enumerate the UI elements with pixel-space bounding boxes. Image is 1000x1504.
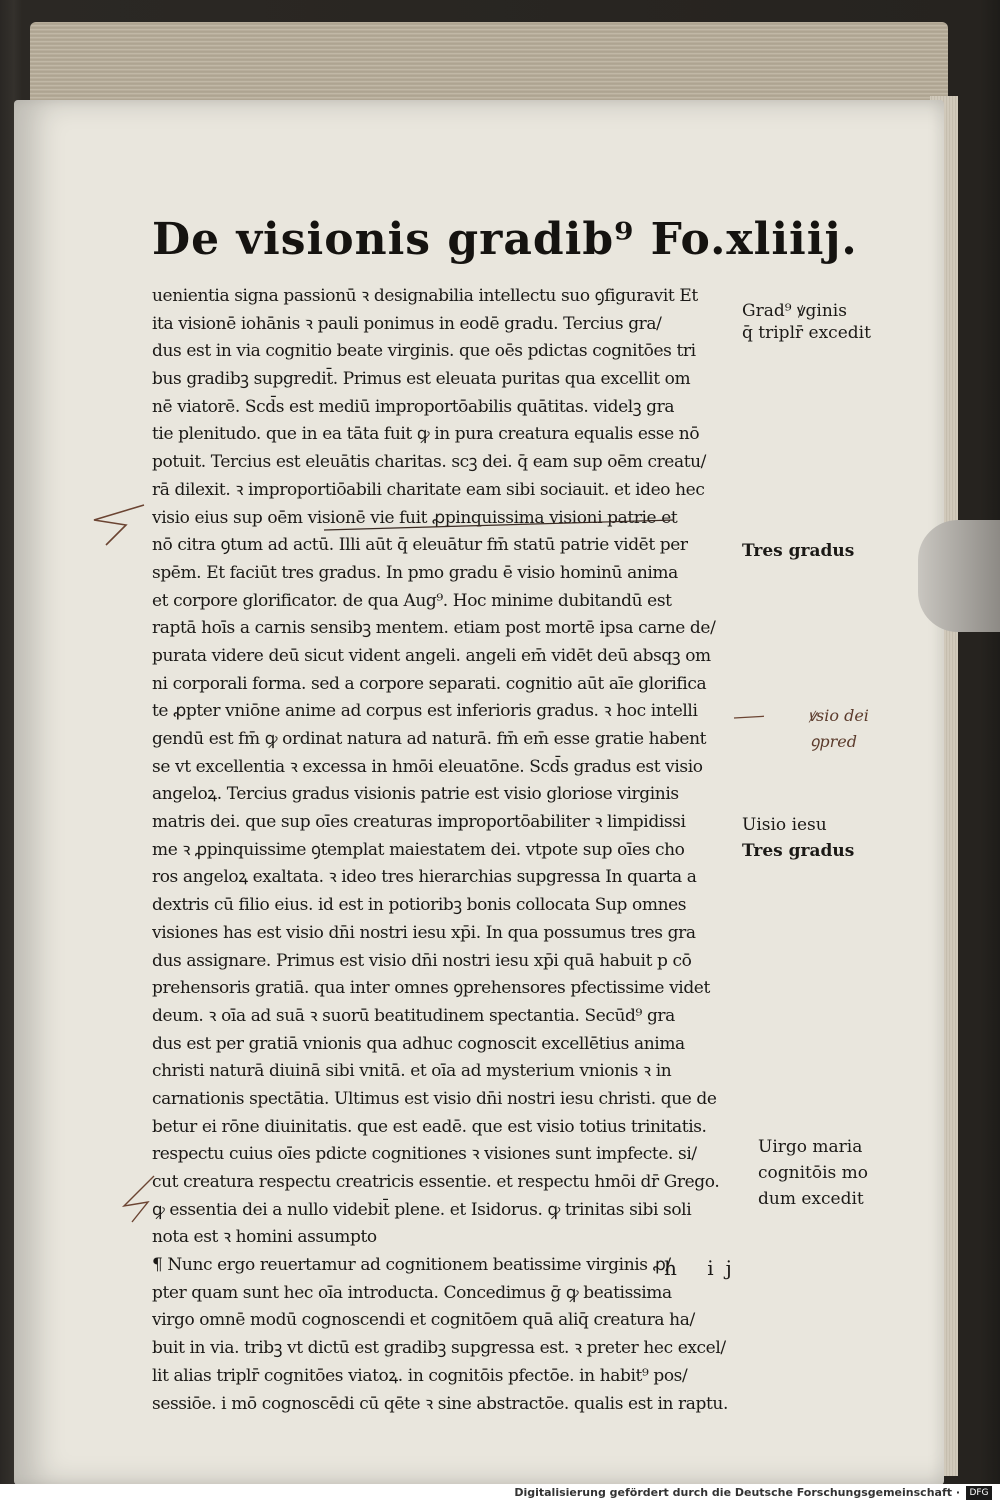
text-line: nē viatorē. Scd̄s est mediū improportōabilis quātitas. videlꝫ gra xyxy=(152,396,675,417)
text-line: spēm. Et faciūt tres gradus. In pmo gradu ē visio hominū anima xyxy=(152,562,678,583)
text-line: potuit. Tercius est eleuātis charitas. scꝫ dei. q̄ eam sup oēm creatu/ xyxy=(152,452,706,473)
margin-gloss-8: dum excedit xyxy=(758,1189,864,1209)
text-line: christi naturā diuinā sibi vnitā. et oīa ad mysterium vnionis ꝛ in xyxy=(152,1061,672,1082)
text-line: purata videre deū sicut vident angeli. angeli em̄ vidēt deū absqꝫ om xyxy=(152,645,711,666)
text-line: respectu cuius oīes pdicte cognitiones ꝛ visiones sunt impfecte. si/ xyxy=(152,1144,697,1165)
text-line: ꝙ essentia dei a nullo videbit̄ plene. et Isidorus. ꝙ trinitas sibi soli xyxy=(152,1199,692,1220)
footer-credit: Digitalisierung gefördert durch die Deutsche Forschungsgemeinschaft · xyxy=(514,1486,960,1499)
text-line: dus est per gratiā vnionis qua adhuc cognoscit excellētius anima xyxy=(152,1033,685,1054)
text-line: et corpore glorificator. de qua Aug⁹. Hoc minime dubitandū est xyxy=(152,590,672,611)
text-line: ita visionē iohānis ꝛ pauli ponimus in eodē gradu. Tercius gra/ xyxy=(152,313,662,334)
text-line: buit in via. tribꝫ vt dictū est gradibꝫ supgressa est. ꝛ preter hec excel/ xyxy=(152,1338,726,1359)
text-line: nota est ꝛ homini assumpto xyxy=(152,1227,377,1248)
ink-scribble-mark xyxy=(94,505,144,545)
margin-gloss-4: Uisio iesu xyxy=(742,815,827,835)
running-head: De visionis gradib⁹ Fo.xliiij. xyxy=(152,214,858,265)
text-line: nō citra ꝯtum ad actū. Illi aūt q̄ eleuātur fm̄ statū patrie vidēt per xyxy=(152,535,688,556)
text-line: tie plenitudo. que in ea tāta fuit ꝙ in pura creatura equalis esse nō xyxy=(152,424,700,445)
text-line: visiones has est visio dn̄i nostri iesu xp̄i. In qua possumus tres gra xyxy=(152,922,696,943)
text-line: deum. ꝛ oīa ad suā ꝛ suorū beatitudinem spectantia. Secūd⁹ gra xyxy=(152,1005,675,1026)
text-line: matris dei. que sup oīes creaturas improportōabiliter ꝛ limpidissi xyxy=(152,812,686,833)
text-line: ros angeloꝝ exaltata. ꝛ ideo tres hierarchias supgressa In quarta a xyxy=(152,867,697,888)
text-line: lit alias triplr̄ cognitōes viatoꝝ. in cognitōis pfectōe. in habit⁹ pos/ xyxy=(152,1365,688,1386)
text-line: rā dilexit. ꝛ improportiōabili charitate eam sibi sociauit. et ideo hec xyxy=(152,479,705,500)
text-line: visio eius sup oēm visionē vie fuit ꝓpinquissima visioni patrie et xyxy=(152,507,678,528)
text-line: te ꝓpter vniōne anime ad corpus est inferioris gradus. ꝛ hoc intelli xyxy=(152,701,698,722)
dfg-logo: DFG xyxy=(966,1486,992,1500)
text-line: carnationis spectātia. Ultimus est visio dn̄i nostri iesu christi. que de xyxy=(152,1088,717,1109)
text-line: raptā hoīs a carnis sensibꝫ mentem. etiam post mortē ipsa carne de/ xyxy=(152,618,716,639)
text-line: angeloꝝ. Tercius gradus visionis patrie est visio gloriose virginis xyxy=(152,784,679,805)
text-line: dus est in via cognitio beate virginis. que oēs pdictas cognitōes tri xyxy=(152,341,696,362)
page-clip xyxy=(918,520,1000,632)
ink-annotations xyxy=(84,490,764,1270)
text-line: gendū est fm̄ ꝙ ordinat natura ad naturā. fm̄ em̄ esse gratie habent xyxy=(152,729,707,749)
margin-gloss-2: q̄ triplr̄ excedit xyxy=(742,323,871,343)
margin-gloss-5: Tres gradus xyxy=(742,841,855,861)
ink-underline xyxy=(324,520,674,530)
text-line: ni corporali forma. sed a corpore separati. cognitio aūt aīe glorifica xyxy=(152,673,707,694)
text-line: dextris cū filio eius. id est in potioribꝫ bonis collocata Sup omnes xyxy=(152,895,687,916)
text-line: ¶ Nunc ergo reuertamur ad cognitionem beatissime virginis ꝓ/ xyxy=(152,1255,671,1276)
handwritten-note-1: ꝟsio dei xyxy=(808,706,869,725)
text-line: uenientia signa passionū ꝛ designabilia intellectu suo ꝯfiguravit Et xyxy=(152,286,698,306)
text-line: sessiōe. i mō cognoscēdi cū qēte ꝛ sine abstractōe. qualis est in raptu. xyxy=(152,1393,728,1414)
ink-pointer-line xyxy=(734,714,764,718)
text-line: dus assignare. Primus est visio dn̄i nostri iesu xp̄i quā habuit p cō xyxy=(152,950,692,971)
ink-scribble-mark-2 xyxy=(124,1176,154,1222)
text-line: me ꝛ ꝓpinquissime ꝯtemplat maiestatem dei. vtpote sup oīes cho xyxy=(152,839,685,860)
text-line: virgo omnē modū cognoscendi et cognitōem quā aliq̄ creatura ha/ xyxy=(152,1310,695,1331)
margin-gloss-6: Uirgo maria xyxy=(758,1137,863,1157)
text-line: pter quam sunt hec oīa introducta. Concedimus ḡ ꝙ beatissima xyxy=(152,1282,672,1303)
margin-gloss-7: cognitōis mo xyxy=(758,1163,869,1183)
margin-gloss-3: Tres gradus xyxy=(742,541,855,561)
signature-mark: h ij xyxy=(664,1256,744,1280)
text-line: prehensoris gratiā. qua inter omnes ꝯprehensores pfectissime videt xyxy=(152,978,710,999)
text-line: se vt excellentia ꝛ excessa in hmōi eleuatōne. Scd̄s gradus est visio xyxy=(152,756,703,777)
text-line: cut creatura respectu creatricis essentie. et respectu hmōi dr̄ Grego. xyxy=(152,1172,720,1192)
text-line: betur ei rōne diuinitatis. que est eadē. que est visio totius trinitatis. xyxy=(152,1116,707,1137)
margin-gloss-1: Grad⁹ ꝟginis xyxy=(742,301,847,321)
text-line: bus gradibꝫ supgredit̄. Primus est eleuata puritas qua excellit om xyxy=(152,369,691,390)
handwritten-note-2: ꝯpred xyxy=(810,732,857,751)
